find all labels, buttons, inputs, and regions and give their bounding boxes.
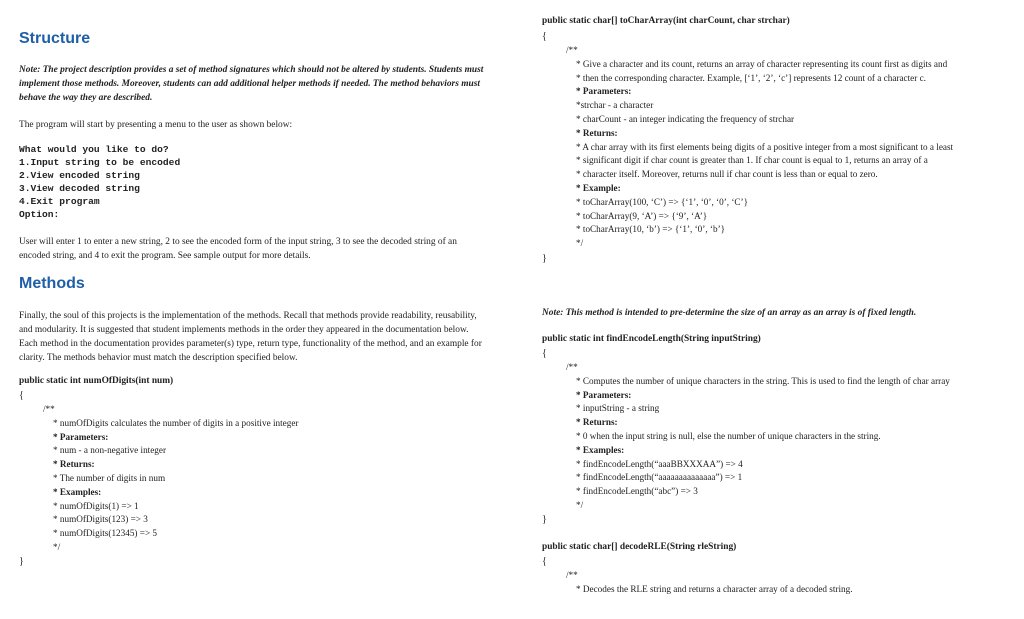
- doc-line: /**: [566, 570, 578, 580]
- doc-line: */: [576, 238, 584, 249]
- method-signature: public static int findEncodeLength(String inputString): [542, 334, 761, 344]
- doc-line: * Decodes the RLE string and returns a character array of a decoded string.: [576, 583, 853, 594]
- doc-line: * A char array with its first elements being digits of a positive integer from a most significant to a least: [576, 141, 954, 152]
- methods-intro: Finally, the soul of this projects is the implementation of the methods. Recall that methods provide readability, reusability, and modularity. It is suggested that student implements methods in the order they appeared in the documentation below. Each method in the documentation provides parameter(s) type, return type, functionality of the method, and an example for clarity. The methods behavior must match the description specified below.: [19, 311, 482, 363]
- doc-line: * charCount - an integer indicating the frequency of strchar: [576, 113, 795, 124]
- open-brace: {: [19, 390, 24, 401]
- doc-line: /**: [43, 404, 55, 414]
- menu-line: 4.Exit program: [19, 196, 100, 207]
- doc-line: * numOfDigits(12345) => 5: [53, 528, 158, 539]
- open-brace: {: [542, 348, 547, 359]
- doc-line: * toCharArray(10, ‘b’) => {‘1’, ‘0’, ‘b’}: [576, 224, 726, 235]
- doc-line: * then the corresponding character. Example, [‘1’, ‘2’, ‘c’] represents 12 count of a character c.: [576, 72, 926, 83]
- doc-line: * num - a non-negative integer: [53, 445, 167, 456]
- doc-line: */: [576, 499, 584, 510]
- doc-section-label: * Parameters:: [576, 86, 632, 97]
- doc-line: * numOfDigits(1) => 1: [53, 500, 139, 511]
- doc-line: */: [53, 541, 61, 552]
- doc-section-label: * Returns:: [53, 459, 95, 470]
- doc-section-label: * Returns:: [576, 417, 618, 428]
- doc-section-label: * Examples:: [576, 444, 625, 455]
- doc-line: * The number of digits in num: [53, 472, 166, 483]
- open-brace: {: [542, 31, 547, 42]
- doc-line: * findEncodeLength(“aaaaaaaaaaaaaa”) => 1: [576, 472, 743, 483]
- structure-note: Note: The project description provides a set of method signatures which should not be altered by students. Students must implement those methods. Moreover, students can add additional helper methods if needed. The method behaviors must behave the way they are described.: [19, 65, 484, 103]
- doc-section-label: * Returns:: [576, 127, 618, 138]
- doc-section-label: * Parameters:: [576, 389, 632, 400]
- doc-line: * Give a character and its count, returns an array of character representing its count first as digits and: [576, 58, 948, 69]
- doc-line: * toCharArray(100, ‘C’) => {‘1’, ‘0’, ‘0’, ‘C’}: [576, 196, 749, 207]
- doc-line: * character itself. Moreover, returns null if char count is less than or equal to zero.: [576, 169, 878, 180]
- doc-line: /**: [566, 362, 578, 372]
- close-brace: }: [542, 253, 547, 264]
- doc-line: * findEncodeLength(“abc”) => 3: [576, 486, 698, 497]
- menu-line: Option:: [19, 209, 60, 220]
- method-signature: public static char[] decodeRLE(String rleString): [542, 542, 737, 552]
- method-note: Note: This method is intended to pre-determine the size of an array as an array is of fixed length.: [542, 308, 917, 318]
- doc-line: /**: [566, 45, 578, 55]
- menu-explanation: User will enter 1 to enter a new string, 2 to see the encoded form of the input string, 3 to see the decoded string of an encoded string, and 4 to exit the program. See sample output for more details.: [19, 237, 457, 261]
- doc-line: * numOfDigits calculates the number of digits in a positive integer: [53, 417, 299, 428]
- menu-line: 2.View encoded string: [19, 170, 140, 181]
- doc-comment: [566, 569, 853, 597]
- menu-line: 1.Input string to be encoded: [19, 157, 181, 168]
- close-brace: }: [19, 556, 24, 567]
- doc-line: * findEncodeLength(“aaaBBXXXAA”) => 4: [576, 458, 743, 469]
- menu-line: What would you like to do?: [19, 144, 169, 155]
- doc-line: * toCharArray(9, ‘A’) => {‘9’, ‘A’}: [576, 210, 708, 221]
- open-brace: {: [542, 556, 547, 567]
- menu-line: 3.View decoded string: [19, 183, 140, 194]
- doc-section-label: * Parameters:: [53, 431, 109, 442]
- menu-listing: [19, 143, 180, 221]
- method-signature: public static char[] toCharArray(int charCount, char strchar): [542, 16, 790, 26]
- doc-comment: [566, 44, 953, 251]
- doc-line: * inputString - a string: [576, 403, 660, 414]
- doc-comment: [566, 361, 950, 513]
- menu-intro: The program will start by presenting a menu to the user as shown below:: [19, 120, 293, 130]
- methods-heading: Methods: [19, 275, 85, 292]
- structure-heading: Structure: [19, 30, 91, 47]
- doc-comment: [43, 403, 298, 555]
- doc-section-label: * Example:: [576, 182, 621, 193]
- doc-line: * Computes the number of unique characters in the string. This is used to find the length of char array: [576, 375, 950, 386]
- doc-line: * significant digit if char count is greater than 1. If char count is equal to 1, returns an array of a: [576, 155, 928, 166]
- doc-section-label: * Examples:: [53, 486, 102, 497]
- method-signature: public static int numOfDigits(int num): [19, 376, 174, 386]
- doc-line: * numOfDigits(123) => 3: [53, 514, 148, 525]
- doc-line: * 0 when the input string is null, else the number of unique characters in the string.: [576, 430, 881, 441]
- doc-line: *strchar - a character: [576, 100, 654, 111]
- close-brace: }: [542, 514, 547, 525]
